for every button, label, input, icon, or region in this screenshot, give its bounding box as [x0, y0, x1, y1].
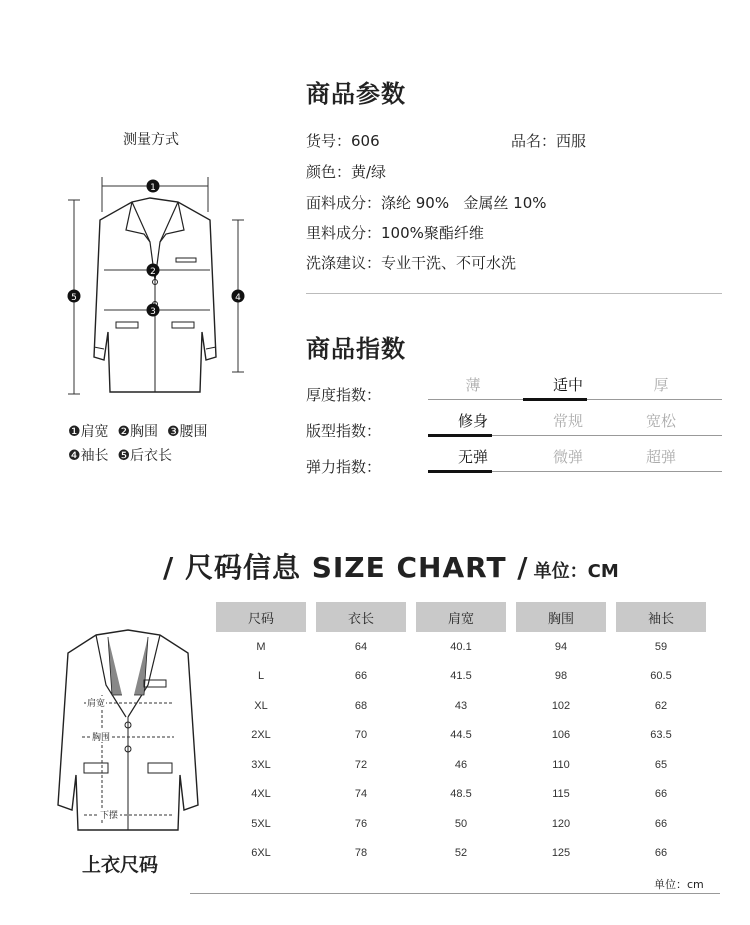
size-cell: 63.5 — [650, 729, 672, 742]
size-table-row — [216, 691, 706, 721]
item-number: 货号：606 — [306, 132, 380, 150]
size-cell: 40.1 — [450, 640, 472, 653]
size-cell: XL — [254, 699, 268, 712]
svg-text:3: 3 — [150, 307, 156, 317]
size-table — [216, 602, 706, 868]
item-color: 颜色：黄/绿 — [306, 163, 387, 181]
size-cell: 74 — [354, 788, 368, 801]
legend-num-1: ❶ — [68, 424, 81, 440]
index-option: 适中 — [552, 376, 583, 394]
legend-shoulder: 肩宽 — [80, 424, 109, 440]
params-divider — [306, 293, 722, 294]
index-label: 弹力指数： — [306, 458, 382, 476]
svg-text:4: 4 — [235, 293, 241, 303]
item-lining: 里料成分：100%聚酯纤维 — [306, 224, 484, 242]
size-cell: 106 — [551, 729, 571, 742]
size-cell: 6XL — [251, 847, 271, 860]
size-cell: 50 — [454, 817, 468, 830]
size-cell: M — [256, 640, 266, 653]
suit-measure-diagram — [60, 172, 260, 402]
svg-text:2: 2 — [150, 267, 156, 277]
size-cell: 2XL — [251, 729, 271, 742]
size-table-row — [216, 632, 706, 662]
size-chart-header — [163, 546, 619, 586]
size-cell: 76 — [354, 817, 368, 830]
size-cell: 41.5 — [450, 670, 472, 683]
indices-title: 商品指数 — [306, 335, 406, 363]
svg-text:5: 5 — [71, 293, 77, 303]
size-table-row — [216, 839, 706, 869]
index-option: 微弹 — [552, 448, 583, 466]
size-table-row — [216, 662, 706, 692]
size-cell: 78 — [354, 847, 368, 860]
params-title: 商品参数 — [306, 80, 406, 108]
size-chart-unit: 单位：CM — [533, 561, 619, 582]
size-cell: 66 — [654, 847, 668, 860]
size-cell: 120 — [551, 817, 571, 830]
size-cell: 62 — [654, 699, 668, 712]
size-cell: 59 — [654, 640, 668, 653]
size-chart-title: / 尺码信息 SIZE CHART / — [163, 551, 529, 584]
size-table-row — [216, 809, 706, 839]
size-cell: 68 — [354, 699, 368, 712]
size-cell: 5XL — [251, 817, 271, 830]
index-selected-bar — [428, 434, 492, 437]
legend-num-5: ❺ — [117, 448, 131, 464]
size-cell: 98 — [554, 670, 568, 683]
svg-text:1: 1 — [150, 183, 156, 193]
size-footer-unit: 单位：cm — [654, 878, 704, 891]
index-selected-bar — [428, 470, 492, 473]
measure-legend-row-2 — [68, 445, 172, 465]
size-cell: 46 — [454, 758, 468, 771]
jacket-size-diagram — [48, 625, 208, 840]
size-col-header: 肩宽 — [416, 602, 506, 632]
figure-hem-label: 下摆 — [99, 811, 119, 821]
size-table-row — [216, 721, 706, 751]
legend-chest: 胸围 — [130, 424, 159, 440]
index-option: 修身 — [457, 412, 488, 430]
size-cell: 48.5 — [450, 788, 472, 801]
size-cell: 52 — [454, 847, 468, 860]
size-col-header: 衣长 — [316, 602, 406, 632]
figure-shoulder-label: 肩宽 — [86, 699, 106, 709]
index-option: 超弹 — [645, 448, 676, 466]
size-cell: 64 — [354, 640, 368, 653]
size-cell: 65 — [654, 758, 668, 771]
size-cell: 44.5 — [450, 729, 472, 742]
legend-sleeve: 袖长 — [80, 448, 109, 464]
index-label: 版型指数： — [306, 422, 382, 440]
size-col-header: 尺码 — [216, 602, 306, 632]
size-cell: 4XL — [251, 788, 271, 801]
size-table-header — [216, 602, 706, 632]
measure-method-label: 测量方式 — [123, 132, 179, 148]
size-cell: 94 — [554, 640, 568, 653]
size-cell: 102 — [551, 699, 571, 712]
size-table-row — [216, 750, 706, 780]
legend-num-2: ❷ — [117, 424, 131, 440]
index-option: 常规 — [552, 412, 583, 430]
index-label: 厚度指数： — [306, 386, 382, 404]
size-cell: 66 — [354, 670, 368, 683]
size-cell: 3XL — [251, 758, 271, 771]
jacket-size-caption: 上衣尺码 — [82, 854, 159, 876]
item-washing: 洗涤建议：专业干洗、不可水洗 — [306, 254, 517, 272]
figure-chest-label: 胸围 — [91, 733, 111, 743]
size-cell: 66 — [654, 817, 668, 830]
legend-num-4: ❹ — [68, 448, 81, 464]
size-cell: 110 — [552, 758, 570, 771]
legend-back-length: 后衣长 — [130, 448, 173, 464]
index-option: 厚 — [653, 376, 669, 394]
size-footer-rule — [190, 893, 720, 894]
size-cell: 115 — [552, 788, 570, 801]
index-option: 宽松 — [645, 412, 676, 430]
item-name: 品名：西服 — [511, 132, 587, 150]
size-table-row — [216, 780, 706, 810]
measure-legend-row-1 — [68, 421, 208, 441]
size-cell: 60.5 — [650, 670, 672, 683]
size-cell: 72 — [354, 758, 368, 771]
index-selected-bar — [523, 398, 587, 401]
size-cell: 70 — [354, 729, 368, 742]
legend-waist: 腰围 — [179, 424, 208, 440]
legend-num-3: ❸ — [166, 424, 180, 440]
size-col-header: 胸围 — [516, 602, 606, 632]
size-cell: 43 — [454, 699, 468, 712]
size-cell: L — [257, 670, 265, 683]
item-fabric: 面料成分：涤纶 90% 金属丝 10% — [306, 194, 547, 212]
size-col-header: 袖长 — [616, 602, 706, 632]
index-option: 无弹 — [457, 448, 488, 466]
size-cell: 125 — [551, 847, 571, 860]
size-cell: 66 — [654, 788, 668, 801]
index-option: 薄 — [465, 376, 481, 394]
